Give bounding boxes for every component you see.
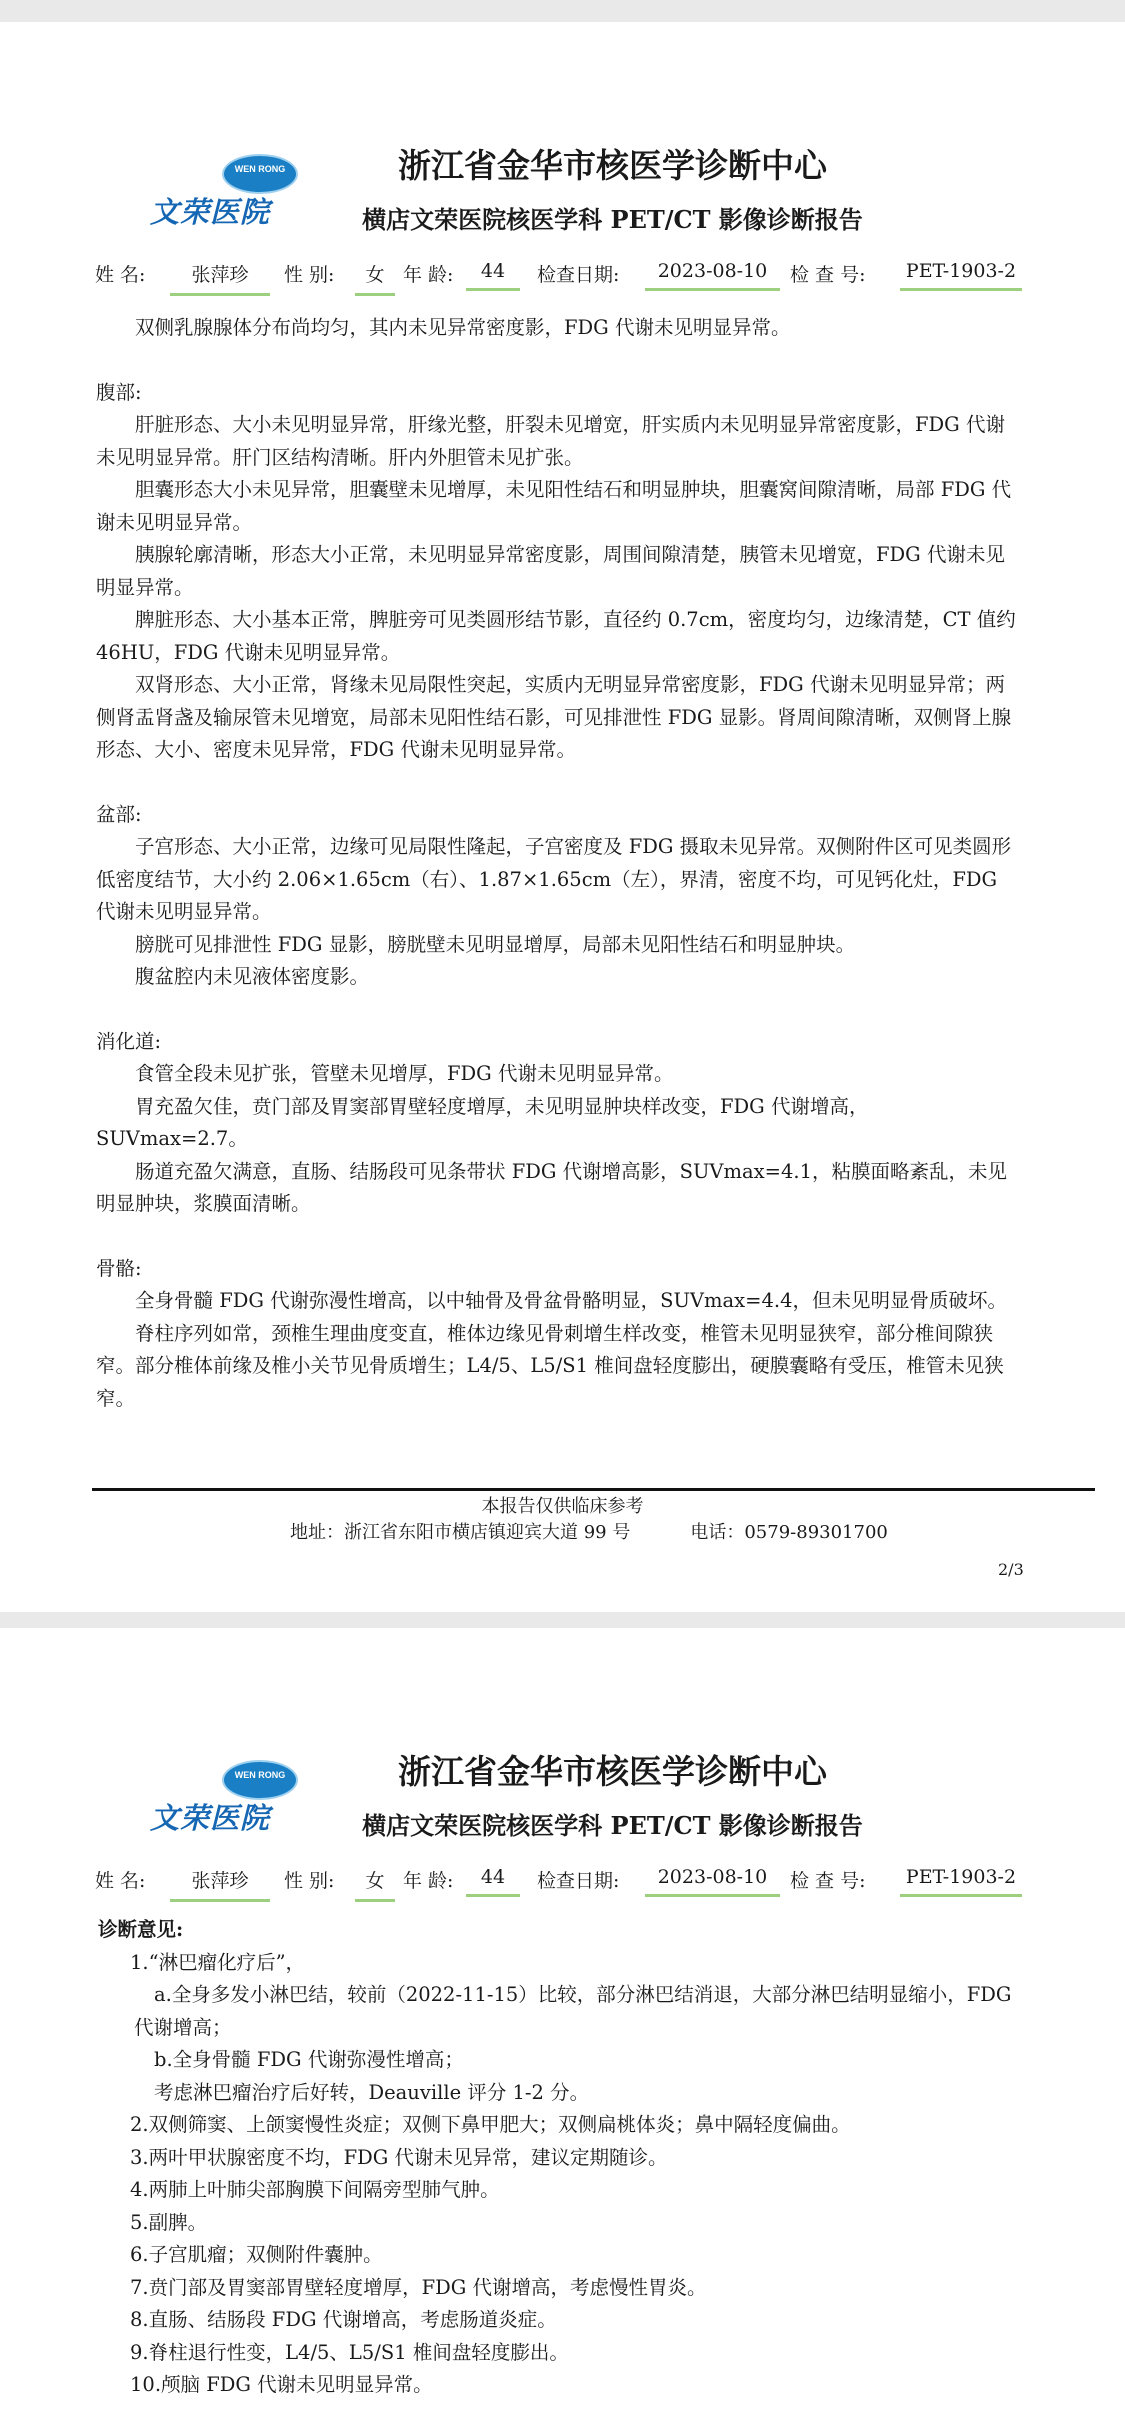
sex-label: 性 别:: [284, 264, 335, 286]
logo-badge: WEN RONG: [222, 154, 298, 194]
diagnosis-item: 7.贲门部及胃窦部胃壁轻度增厚，FDG 代谢增高，考虑慢性胃炎。: [130, 2275, 707, 2299]
finding-paragraph: 膀胱可见排泄性 FDG 显影，膀胱壁未见明显增厚，局部未见阳性结石和明显肿块。: [135, 932, 856, 956]
finding-paragraph: 全身骨髓 FDG 代谢弥漫性增高，以中轴骨及骨盆骨骼明显，SUVmax=4.4，但未见明显骨质破坏。: [135, 1289, 1007, 1312]
finding-paragraph: 双肾形态、大小正常，肾缘未见局限性突起，实质内无明显异常密度影，FDG 代谢未见明显异常；两侧肾盂肾盏及输尿管未见增宽，局部未见阳性结石影，可见排泄性 FDG 显影。肾周间隙清晰，双侧肾上腺形态、大小、密度未见异常，FDG 代谢未见明显异常。: [96, 673, 1012, 761]
finding-paragraph: 食管全段未见扩张，管壁未见增厚，FDG 代谢未见明显异常。: [135, 1062, 674, 1085]
logo-name: 文荣医院: [150, 197, 271, 229]
exam-date: 2023-08-10: [645, 260, 780, 291]
patient-name: 张萍珍: [170, 260, 270, 296]
section-heading: 腹部:: [96, 380, 142, 404]
finding-paragraph: 肠道充盈欠满意，直肠、结肠段可见条带状 FDG 代谢增高影，SUVmax=4.1，粘膜面略紊乱，未见明显肿块，浆膜面清晰。: [96, 1159, 1007, 1215]
exam-id: PET-1903-2: [900, 1866, 1022, 1897]
logo-name: 文荣医院: [150, 1803, 271, 1835]
name-label: 姓 名:: [95, 264, 146, 286]
center-title: 浙江省金华市核医学诊断中心: [398, 146, 827, 185]
finding-paragraph: 胆囊形态大小未见异常，胆囊壁未见增厚，未见阳性结石和明显肿块，胆囊窝间隙清晰，局部 FDG 代谢未见明显异常。: [96, 478, 1012, 534]
age-label: 年 龄:: [403, 264, 454, 286]
finding-paragraph: 胃充盈欠佳，贲门部及胃窦部胃壁轻度增厚，未见明显肿块样改变，FDG 代谢增高，SUVmax=2.7。: [96, 1094, 869, 1150]
patient-sex: 女: [355, 1866, 395, 1902]
diagnosis-item: 2.双侧筛窦、上颌窦慢性炎症；双侧下鼻甲肥大；双侧扁桃体炎；鼻中隔轻度偏曲。: [130, 2113, 851, 2136]
diagnosis-item: 8.直肠、结肠段 FDG 代谢增高，考虑肠道炎症。: [130, 2308, 557, 2331]
patient-info-row: [0, 1866, 1125, 1902]
diagnosis-subitem: a.全身多发小淋巴结，较前（2022-11-15）比较，部分淋巴结消退，大部分淋巴结明显缩小，FDG 代谢增高；: [134, 1983, 1012, 2039]
patient-age: 44: [466, 1866, 520, 1897]
diagnosis-item: 10.颅脑 FDG 代谢未见明显异常。: [130, 2373, 433, 2396]
diagnosis-item: 5.副脾。: [130, 2210, 208, 2234]
diagnosis-body: [98, 1914, 1028, 2402]
diagnosis-subitem: 考虑淋巴瘤治疗后好转，Deauville 评分 1-2 分。: [154, 2080, 590, 2104]
section-heading: 消化道:: [96, 1029, 162, 1053]
finding-paragraph: 子宫形态、大小正常，边缘可见局限性隆起，子宫密度及 FDG 摄取未见异常。双侧附件区可见类圆形低密度结节，大小约 2.06×1.65cm（右）、1.87×1.65cm（左），界清，密度不均，可见钙化灶，FDG 代谢未见明显异常。: [96, 835, 1012, 923]
findings-body: [96, 312, 1016, 1415]
exam-id-label: 检 查 号:: [790, 264, 866, 286]
report-page-3: [0, 1628, 1125, 2436]
footer-contact: [290, 1518, 888, 1544]
diagnosis-item: 6.子宫肌瘤；双侧附件囊肿。: [130, 2243, 383, 2266]
diagnosis-item: 4.两肺上叶肺尖部胸膜下间隔旁型肺气肿。: [130, 2178, 500, 2201]
hospital-phone: 电话：0579-89301700: [690, 1522, 888, 1543]
finding-paragraph: 脊柱序列如常，颈椎生理曲度变直，椎体边缘见骨刺增生样改变，椎管未见明显狭窄，部分椎间隙狭窄。部分椎体前缘及椎小关节见骨质增生；L4/5、L5/S1 椎间盘轻度膨出，硬膜囊略有受压，椎管未见狭窄。: [96, 1321, 1004, 1410]
footer-divider: [92, 1488, 1095, 1491]
date-label: 检查日期:: [537, 1870, 620, 1892]
center-title: 浙江省金华市核医学诊断中心: [398, 1752, 827, 1791]
age-label: 年 龄:: [403, 1870, 454, 1892]
breast-finding: 双侧乳腺腺体分布尚均匀，其内未见异常密度影，FDG 代谢未见明显异常。: [135, 316, 791, 339]
finding-paragraph: 肝脏形态、大小未见明显异常，肝缘光整，肝裂未见增宽，肝实质内未见明显异常密度影，FDG 代谢未见明显异常。肝门区结构清晰。肝内外胆管未见扩张。: [96, 413, 1005, 469]
patient-sex: 女: [355, 260, 395, 296]
date-label: 检查日期:: [537, 264, 620, 286]
exam-date: 2023-08-10: [645, 1866, 780, 1897]
report-title: 横店文荣医院核医学科 PET/CT 影像诊断报告: [362, 1811, 863, 1840]
logo-badge: WEN RONG: [222, 1760, 298, 1800]
finding-paragraph: 腹盆腔内未见液体密度影。: [135, 965, 370, 988]
page-number: 2/3: [998, 1560, 1024, 1579]
name-label: 姓 名:: [95, 1870, 146, 1892]
finding-paragraph: 脾脏形态、大小基本正常，脾脏旁可见类圆形结节影，直径约 0.7cm，密度均匀，边缘清楚，CT 值约 46HU，FDG 代谢未见明显异常。: [96, 608, 1016, 664]
report-title: 横店文荣医院核医学科 PET/CT 影像诊断报告: [362, 205, 863, 234]
patient-age: 44: [466, 260, 520, 291]
footer-note: 本报告仅供临床参考: [481, 1496, 644, 1517]
hospital-address: 地址：浙江省东阳市横店镇迎宾大道 99 号: [290, 1522, 631, 1543]
diagnosis-item: 1.“淋巴瘤化疗后”，: [130, 1950, 306, 1974]
sex-label: 性 别:: [284, 1870, 335, 1892]
diagnosis-heading: 诊断意见:: [98, 1918, 184, 1941]
section-heading: 盆部:: [96, 802, 142, 826]
patient-info-row: [0, 260, 1125, 296]
section-heading: 骨骼:: [96, 1256, 142, 1280]
diagnosis-item: 9.脊柱退行性变，L4/5、L5/S1 椎间盘轻度膨出。: [130, 2340, 569, 2364]
exam-id: PET-1903-2: [900, 260, 1022, 291]
patient-name: 张萍珍: [170, 1866, 270, 1902]
finding-paragraph: 胰腺轮廓清晰，形态大小正常，未见明显异常密度影，周围间隙清楚，胰管未见增宽，FDG 代谢未见明显异常。: [96, 543, 1005, 599]
report-page-2: [0, 22, 1125, 1612]
diagnosis-item: 3.两叶甲状腺密度不均，FDG 代谢未见异常，建议定期随诊。: [130, 2145, 668, 2169]
exam-id-label: 检 查 号:: [790, 1870, 866, 1892]
diagnosis-subitem: b.全身骨髓 FDG 代谢弥漫性增高；: [154, 2048, 464, 2071]
